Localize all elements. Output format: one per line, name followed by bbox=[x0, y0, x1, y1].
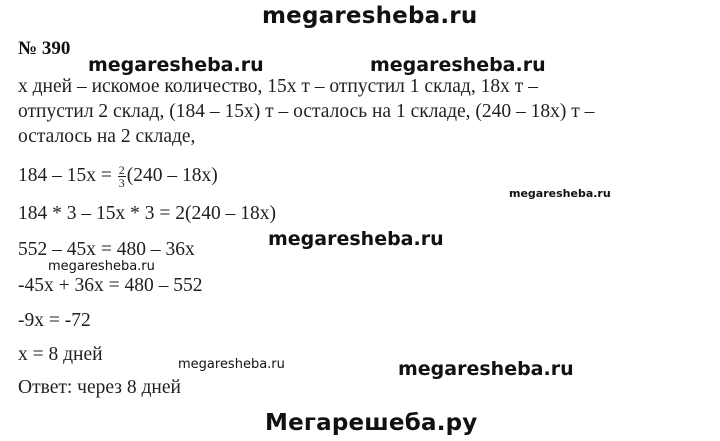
solution-step: -45x + 36x = 480 – 552 bbox=[18, 275, 203, 296]
watermark: megaresheba.ru bbox=[370, 54, 546, 76]
condition-line: отпустил 2 склад, (184 – 15x) т – осталось на 1 складе, (240 – 18x) т – bbox=[18, 101, 595, 122]
site-header: megaresheba.ru bbox=[262, 3, 478, 29]
fraction-numerator: 2 bbox=[118, 163, 125, 177]
solution-step: 552 – 45x = 480 – 36x bbox=[18, 239, 195, 260]
solution-step: 184 * 3 – 15x * 3 = 2(240 – 18x) bbox=[18, 203, 276, 224]
fraction bbox=[118, 164, 126, 189]
watermark: megaresheba.ru bbox=[398, 358, 574, 380]
watermark: megaresheba.ru bbox=[178, 357, 285, 372]
equation-right: (240 – 18x) bbox=[126, 164, 218, 186]
problem-number: № 390 bbox=[18, 38, 71, 59]
equation-with-fraction bbox=[18, 164, 218, 189]
watermark: megaresheba.ru bbox=[509, 187, 611, 200]
solution-step: -9x = -72 bbox=[18, 310, 91, 331]
watermark: megaresheba.ru bbox=[88, 54, 264, 76]
watermark: megaresheba.ru bbox=[48, 259, 155, 274]
site-footer: Мегарешеба.ру bbox=[265, 410, 478, 436]
watermark: megaresheba.ru bbox=[268, 228, 444, 250]
condition-line: x дней – искомое количество, 15x т – отпустил 1 склад, 18x т – bbox=[18, 76, 538, 97]
condition-line: осталось на 2 складе, bbox=[18, 126, 196, 147]
equation-left: 184 – 15x = bbox=[18, 164, 117, 186]
answer-line: Ответ: через 8 дней bbox=[18, 377, 181, 398]
fraction-denominator: 3 bbox=[118, 176, 125, 190]
solution-step: x = 8 дней bbox=[18, 344, 103, 365]
